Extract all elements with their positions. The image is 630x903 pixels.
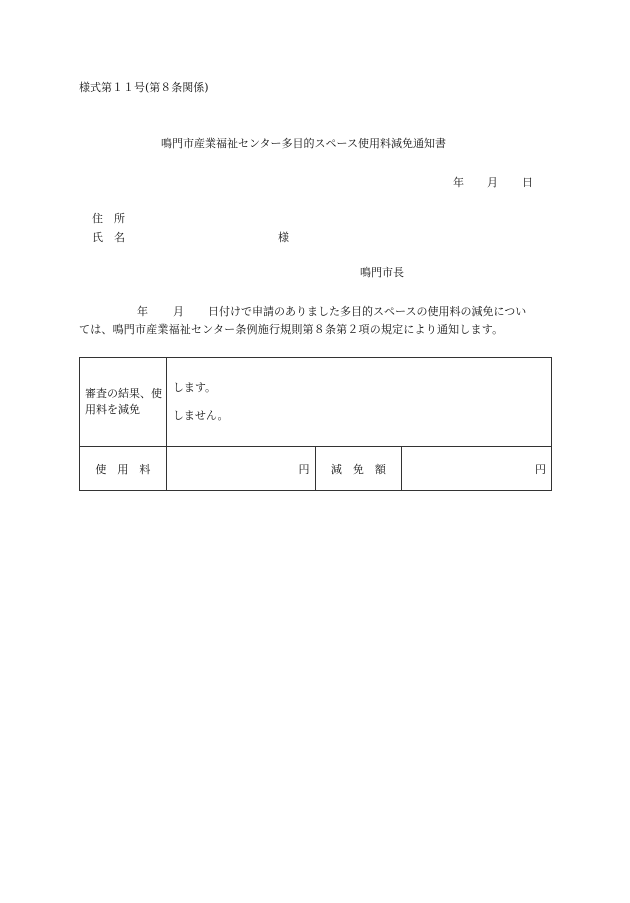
fee-unit: 円 [298, 462, 310, 476]
issuer: 鳴門市長 [360, 266, 404, 279]
body-month: 月 [173, 305, 184, 318]
reduction-label: 減 免 額 [315, 447, 402, 491]
result-label-cell [80, 358, 167, 447]
result-label-line1: 審査の結果、使 [85, 387, 162, 400]
result-options-cell [166, 358, 551, 447]
address-label: 住 所 [92, 212, 125, 225]
form-number: 様式第１１号(第８条関係) [79, 81, 209, 94]
reduction-unit: 円 [535, 462, 546, 476]
option-yes[interactable]: します。 [172, 381, 216, 394]
body-year: 年 [137, 305, 148, 318]
body-line2: ては、鳴門市産業福祉センター条例施行規則第８条第２項の規定により通知します。 [79, 323, 504, 336]
body-line1: 日付けで申請のありました多目的スペースの使用料の減免につい [208, 305, 527, 318]
date-month: 月 [487, 176, 498, 189]
reduction-field[interactable] [402, 447, 552, 491]
result-label-line2: 用料を減免 [85, 403, 140, 416]
honorific: 様 [278, 231, 289, 244]
fee-label: 使 用 料 [80, 447, 167, 491]
option-no[interactable]: しません。 [172, 409, 229, 422]
name-label: 氏 名 [92, 231, 125, 244]
date-year: 年 [453, 176, 464, 189]
date-day: 日 [522, 176, 533, 189]
document-title: 鳴門市産業福祉センター多目的スペース使用料減免通知書 [161, 137, 447, 150]
reduction-table [79, 357, 552, 491]
fee-field[interactable] [166, 447, 315, 491]
